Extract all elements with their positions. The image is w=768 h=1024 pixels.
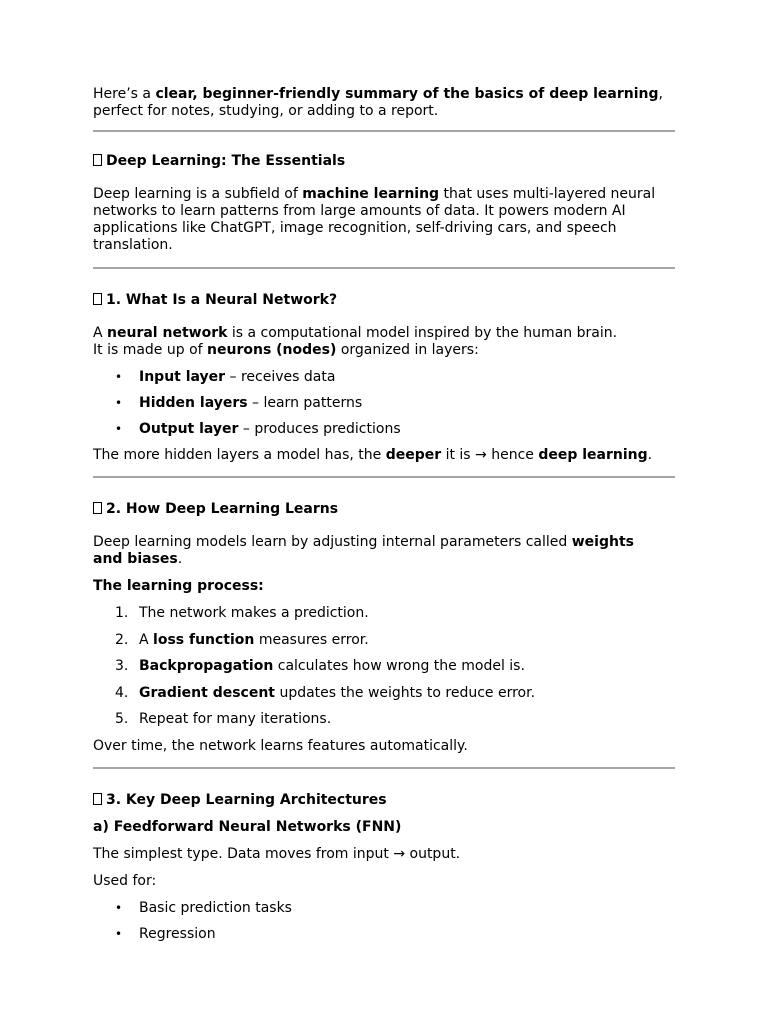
bold-text: Output layer — [139, 421, 239, 437]
text: organized in layers: — [336, 342, 479, 358]
list-item — [93, 395, 675, 412]
text: – produces predictions — [238, 421, 401, 437]
intro-line2: perfect for notes, studying, or adding to a report. — [93, 103, 439, 119]
list-item — [93, 369, 675, 386]
text: The more hidden layers a model has, the — [93, 447, 386, 463]
text: It is made up of — [93, 342, 208, 358]
text: measures error. — [254, 631, 369, 648]
bold-text: Backpropagation — [139, 658, 274, 674]
text: . — [177, 551, 183, 567]
missing-glyph-box-icon — [93, 293, 102, 305]
fnn-heading: a) Feedforward Neural Networks (FNN) — [93, 818, 402, 835]
section-heading-how-learns — [93, 501, 675, 518]
text: it is → hence — [441, 447, 539, 463]
divider — [93, 476, 675, 478]
list-item — [93, 421, 675, 438]
heading-text: Deep Learning: The Essentials — [106, 153, 346, 169]
heading-text: 1. What Is a Neural Network? — [106, 292, 338, 308]
step-number: 2. — [115, 631, 129, 648]
bullet-icon: • — [115, 396, 123, 410]
text: networks to learn patterns from large amounts of data. It powers modern AI — [93, 203, 626, 219]
step-number: 5. — [115, 711, 129, 727]
text: is a computational model inspired by the human brain. — [227, 325, 618, 341]
list-item — [93, 632, 675, 649]
missing-glyph-box-icon — [93, 154, 102, 166]
document-body — [93, 86, 675, 952]
text: updates the weights to reduce error. — [275, 684, 536, 701]
text: Basic prediction tasks — [139, 899, 292, 916]
text: calculates how wrong the model is. — [273, 658, 525, 674]
step-number: 1. — [115, 605, 129, 621]
bold-text: Gradient descent — [139, 684, 275, 701]
bold-text: Input layer — [139, 369, 226, 385]
bold-text: Hidden layers — [139, 395, 248, 411]
bullet-icon: • — [115, 370, 123, 384]
how-learns-paragraph — [93, 534, 675, 568]
divider — [93, 267, 675, 269]
text: translation. — [93, 237, 173, 253]
bold-text: weights — [571, 534, 634, 550]
bold-text: machine learning — [302, 186, 440, 202]
text: A — [139, 631, 154, 648]
text: A — [93, 325, 108, 341]
list-item — [93, 900, 675, 917]
learning-process-heading: The learning process: — [93, 578, 264, 594]
text: Regression — [139, 925, 216, 942]
intro-text: Here’s a — [93, 86, 156, 102]
section-heading-architectures — [93, 792, 675, 809]
step-number: 4. — [115, 684, 129, 701]
bullet-icon: • — [115, 900, 123, 915]
list-item — [93, 605, 675, 622]
fnn-paragraph: The simplest type. Data moves from input → output. — [93, 845, 461, 862]
divider — [93, 130, 675, 132]
bold-text: neurons (nodes) — [207, 342, 337, 358]
how-learns-closing: Over time, the network learns features automatically. — [93, 737, 468, 754]
bold-text: neural network — [107, 325, 228, 341]
text: Deep learning is a subfield of — [93, 186, 303, 202]
section-heading-neural-network — [93, 292, 675, 309]
missing-glyph-box-icon — [93, 793, 102, 805]
neural-network-paragraph — [93, 325, 675, 359]
missing-glyph-box-icon — [93, 502, 102, 514]
text: that uses multi-layered neural — [439, 186, 656, 202]
intro-bold-text: clear, beginner-friendly summary of the basics of deep learning — [155, 86, 659, 102]
intro-paragraph — [93, 86, 675, 120]
essentials-paragraph — [93, 186, 675, 254]
layers-list — [93, 369, 675, 438]
list-item — [93, 711, 675, 728]
intro-text-end: , — [658, 86, 663, 102]
section-heading-essentials — [93, 153, 675, 170]
step-number: 3. — [115, 658, 129, 674]
bold-text: deep learning — [538, 447, 648, 463]
list-item — [93, 926, 675, 943]
text: . — [647, 447, 653, 463]
text: Repeat for many iterations. — [139, 711, 332, 727]
bold-text: deeper — [385, 447, 442, 463]
text: The network makes a prediction. — [139, 605, 369, 621]
divider — [93, 767, 675, 769]
bullet-icon: • — [115, 926, 123, 941]
heading-text: 2. How Deep Learning Learns — [106, 501, 339, 517]
text: Deep learning models learn by adjusting internal parameters called — [93, 534, 572, 550]
list-item — [93, 685, 675, 702]
neural-network-closing — [93, 447, 675, 464]
learning-steps-list — [93, 605, 675, 728]
heading-text: 3. Key Deep Learning Architectures — [106, 791, 387, 808]
bold-text: and biases — [93, 551, 178, 567]
bullet-icon: • — [115, 422, 123, 436]
text: applications like ChatGPT, image recognition, self-driving cars, and speech — [93, 220, 617, 236]
text: – learn patterns — [247, 395, 363, 411]
used-for-label: Used for: — [93, 872, 157, 889]
used-for-list — [93, 900, 675, 943]
bold-text: loss function — [153, 631, 255, 648]
text: – receives data — [225, 369, 336, 385]
list-item — [93, 658, 675, 675]
